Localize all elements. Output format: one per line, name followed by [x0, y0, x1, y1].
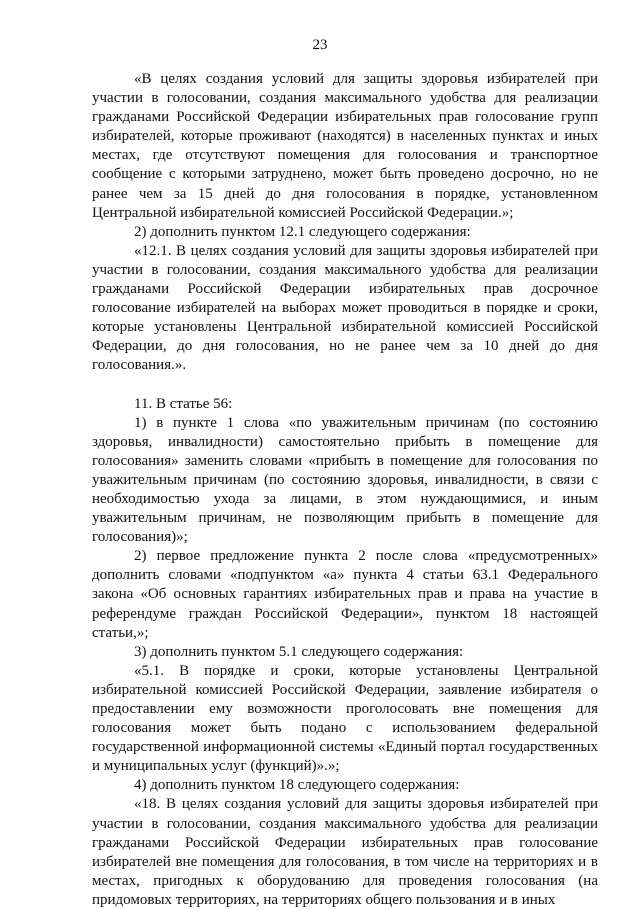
paragraph: «В целях создания условий для защиты здоровья избирателей при участии в голосовании, создания максимального удобства для реализации гражданами Российской Федерации избирательных прав голосование групп избирателей, которые проживают (находятся) в населенных пунктах и иных местах, где отсутствуют помещения для голосования и транспортное сообщение с которыми затруднено, может быть проведено досрочно, но не ранее чем за 15 дней до дня голосования в порядке, установленном Центральной избирательной комиссией Российской Федерации.»;	[92, 71, 598, 221]
document-body	[92, 70, 598, 910]
paragraph: «18. В целях создания условий для защиты здоровья избирателей при участии в голосовании, создания максимального удобства для реализации гражданами Российской Федерации избирательных прав голосование избирателей вне помещения для голосования, в том числе на территориях и в местах, пригодных к оборудованию для проведения голосования (на придомовых территориях, на территориях общего пользования и в иных	[92, 796, 598, 908]
section-spacer	[92, 376, 598, 395]
paragraph: 2) первое предложение пункта 2 после слова «предусмотренных» дополнить словами «подпунктом «а» пункта 4 статьи 63.1 Федерального закона «Об основных гарантиях избирательных прав и права на участие в референдуме граждан Российской Федерации», пунктом 18 настоящей статьи,»;	[92, 548, 598, 641]
paragraph: «12.1. В целях создания условий для защиты здоровья избирателей при участии в голосовании, создания максимального удобства для реализации гражданами Российской Федерации избирательных прав досрочное голосование избирателей на выборах может проводиться в порядке и сроки, которые установлены Центральной избирательной комиссией Российской Федерации, до дня голосования, но не ранее чем за 10 дней до дня голосования.».	[92, 242, 598, 374]
page-number: 23	[312, 37, 328, 53]
paragraph: 3) дополнить пунктом 5.1 следующего содержания:	[134, 643, 464, 660]
paragraph: 4) дополнить пунктом 18 следующего содержания:	[134, 777, 460, 794]
paragraph: «5.1. В порядке и сроки, которые установлены Центральной избирательной комиссией Российской Федерации, заявление избирателя о предоставлении ему возможности проголосовать вне помещения для голосования может быть подано с использованием федеральной государственной информационной системы «Единый портал государственных и муниципальных услуг (функций)».»;	[92, 662, 598, 775]
section-heading: 11. В статье 56:	[134, 395, 233, 412]
paragraph: 2) дополнить пунктом 12.1 следующего содержания:	[134, 223, 471, 240]
paragraph: 1) в пункте 1 слова «по уважительным причинам (по состоянию здоровья, инвалидности) самостоятельно прибыть в помещение для голосования» заменить словами «прибыть в помещение для голосования по уважительным причинам (по состоянию здоровья, инвалидности, в связи с необходимостью ухода за лицами, в этом нуждающимися, и иным уважительным причинам, не позволяющим прибыть в помещение для голосования)»;	[92, 414, 598, 546]
